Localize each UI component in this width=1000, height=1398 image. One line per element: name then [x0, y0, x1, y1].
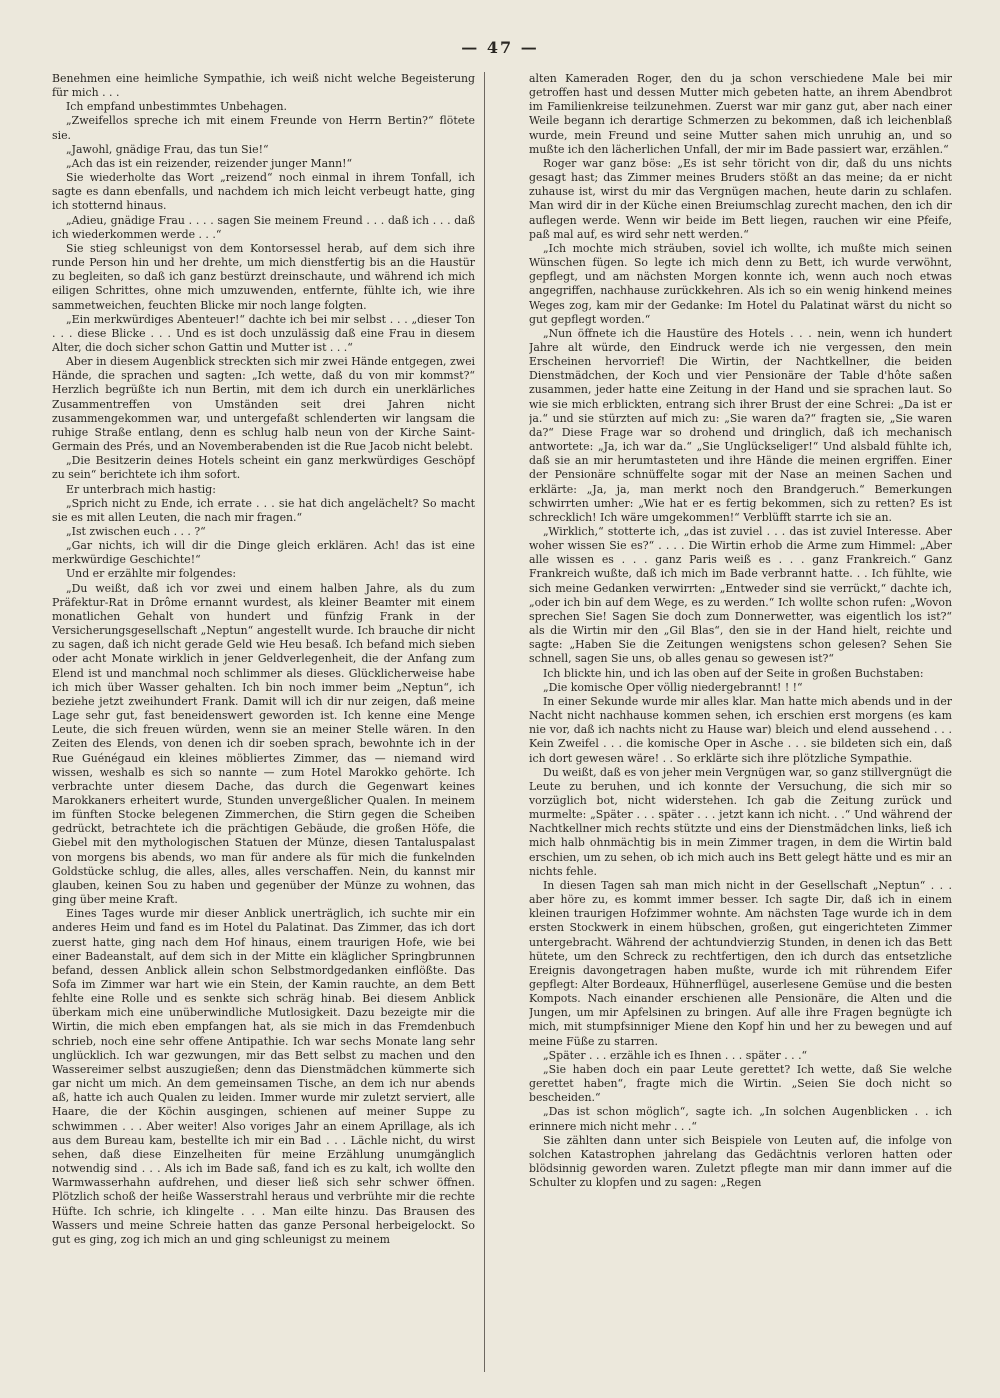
paragraph: „Sprich nicht zu Ende, ich errate . . . sie hat dich angelächelt? So macht sie es mit allen Leuten, die nach mir fragen.“: [52, 496, 475, 524]
paragraph: Roger war ganz böse: „Es ist sehr töricht von dir, daß du uns nichts gesagt hast; das Zimmer meines Bruders stößt an das meine; da er nicht zuhause ist, wirst du mir das Vergnügen machen, heute darin zu schlafen. Man wird dir in der Küche einen Breiumschlag zurecht machen, den ich dir auflegen werde. Wenn wir beide im Bett liegen, rauchen wir eine Pfeife, paß mal auf, es wird sehr nett werden.“: [529, 156, 952, 241]
paragraph: „Das ist schon möglich“, sagte ich. „In solchen Augenblicken . . ich erinnere mich nicht mehr . . .“: [529, 1105, 952, 1133]
text-columns: [52, 72, 952, 1372]
paragraph: „Die komische Oper völlig niedergebrannt! ! !“: [543, 680, 803, 694]
paragraph: Ich empfand unbestimmtes Unbehagen.: [66, 100, 288, 114]
paragraph: Sie wiederholte das Wort „reizend“ noch einmal in ihrem Tonfall, ich sagte es dann ebenfalls, und nachdem ich mich leicht verbeugt hatte, ging ich stotternd hinaus.: [52, 171, 475, 213]
paragraph: Er unterbrach mich hastig:: [66, 482, 216, 496]
paragraph: „Ach das ist ein reizender, reizender junger Mann!“: [66, 156, 353, 170]
paragraph: In diesen Tagen sah man mich nicht in der Gesellschaft „Neptun“ . . . aber höre zu, es kommt immer besser. Ich sagte Dir, daß ich in einem kleinen traurigen Hofzimmer wohnte. Am nächsten Tage wurde ich in dem ersten Stockwerk in einem hübschen, großen, gut eingerichteten Zimmer untergebracht. Während der achtundvierzig Stunden, in denen ich das Bett hütete, um den Schreck zu rechtfertigen, den ich durch das entsetzliche Ereignis davongetragen haben mußte, wurde ich mit rührendem Eifer gepflegt: Alter Bordeaux, Hühnerflügel, auserlesene Gemüse und die besten Kompots. Nach einander erschienen alle Pensionäre, die Alten und die Jungen, um mir Apfelsinen zu bringen. Auf alle ihre Fragen begnügte ich mich, mit stumpfsinniger Miene den Kopf hin und her zu bewegen und auf meine Füße zu starren.: [529, 878, 952, 1048]
paragraph: „Wirklich,“ stotterte ich, „das ist zuviel . . . das ist zuviel Interesse. Aber woher wissen Sie es?“ . . . . Die Wirtin erhob die Arme zum Himmel: „Aber alle wissen es . . . ganz Paris weiß es . . . ganz Frankreich.“ Ganz Frankreich wußte, daß ich mich im Bade verbrannt hatte. . . Ich fühlte, wie sich meine Gedanken verwirrten: „Entweder sind sie verrückt,“ dachte ich, „oder ich bin auf dem Wege, es zu werden.“ Ich wollte schon rufen: „Wovon sprechen Sie! Sagen Sie doch zum Donnerwetter, was eigentlich los ist?“ als die Wirtin mir den „Gil Blas“, den sie in der Hand hielt, reichte und sagte: „Haben Sie die Zeitungen wenigstens schon gelesen? Sehen Sie schnell, sagen Sie uns, ob alles genau so gewesen ist?“: [529, 525, 952, 666]
paragraph: Du weißt, daß es von jeher mein Vergnügen war, so ganz stillvergnügt die Leute zu beruhen, und ich konnte der Versuchung, die sich mir so vorzüglich bot, nicht widerstehen. Ich gab die Zeitung zurück und murmelte: „Später . . . später . . . jetzt kann ich nicht. . .“ Und während der Nachtkellner mich rechts stützte und eins der Dienstmädchen links, ließ ich mich halb ohnmächtig bis in mein Zimmer tragen, in dem die Wirtin bald erschien, um zu sehen, ob ich mich auch ins Bett gelegt hätte und es mir an nichts fehle.: [529, 765, 952, 878]
paragraph: Benehmen eine heimliche Sympathie, ich weiß nicht welche Begeisterung für mich . . .: [52, 72, 475, 100]
paragraph: „Gar nichts, ich will dir die Dinge gleich erklären. Ach! das ist eine merkwürdige Geschichte!“: [52, 539, 475, 567]
paragraph: Aber in diesem Augenblick streckten sich mir zwei Hände entgegen, zwei Hände, die sprachen und sagten: „Ich wette, daß du von mir kommst?“ Herzlich begrüßte ich nun Bertin, mit dem ich durch ein unerklärliches Zusammentreffen von Umständen seit drei Jahren nicht zusammengekommen war, und untergefaßt schlenderten wir langsam die ruhige Straße entlang, denn es schlug halb neun von der Kirche Saint-Germain des Prés, und an Novemberabenden ist die Rue Jacob nicht belebt.: [52, 355, 475, 454]
paragraph: Eines Tages wurde mir dieser Anblick unerträglich, ich suchte mir ein anderes Heim und fand es im Hotel du Palatinat. Das Zimmer, das ich dort zuerst hatte, ging nach dem Hof hinaus, einem traurigen Hofe, wie bei einer Badeanstalt, auf dem sich in der Mitte ein kläglicher Springbrunnen befand, dessen Anblick allein schon Selbstmordgedanken einflößte. Das Sofa im Zimmer war hart wie ein Stein, der Kamin rauchte, an dem Bett fehlte eine Rolle und es senkte sich schräg hinab. Bei diesem Anblick überkam mich eine unüberwindliche Mutlosigkeit. Dazu bezeigte mir die Wirtin, die mich eben empfangen hat, als sie mich in das Fremdenbuch schrieb, noch eine sehr offene Antipathie. Ich war sechs Monate lang sehr unglücklich. Ich war gezwungen, mir das Bett selbst zu machen und den Wassereimer selbst auszugießen; denn das Dienstmädchen kümmerte sich gar nicht um mich. An dem gemeinsamen Tische, an dem ich nur abends aß, hatte ich auch Qualen zu leiden. Immer wurde mir zuletzt serviert, alle Haare, die der Köchin ausgingen, schienen auf meiner Suppe zu schwimmen . . . Aber weiter! Also voriges Jahr an einem Aprillage, als ich aus dem Bureau kam, bestellte ich mir ein Bad . . . Lächle nicht, du wirst sehen, daß diese Einzelheiten für meine Erzählung unumgänglich notwendig sind . . . Als ich im Bade saß, fand ich es zu kalt, ich wollte den Warmwasserhahn aufdrehen, und dieser ließ sich sehr schwer öffnen. Plötzlich schoß der heiße Wasserstrahl heraus und verbrühte mir die rechte Hüfte. Ich schrie, ich klingelte . . . Man eilte hinzu. Das Brausen des Wassers und meine Schreie hatten das ganze Personal herbeigelockt. So gut es ging, zog ich mich an und ging schleunigst zu meinem: [52, 907, 475, 1246]
paragraph: „Ist zwischen euch . . . ?“: [66, 525, 206, 538]
paragraph: alten Kameraden Roger, den du ja schon verschiedene Male bei mir getroffen hast und dessen Mutter mich gebeten hatte, an ihrem Abendbrot im Familienkreise teilzunehmen. Zuerst war mir ganz gut, aber nach einer Weile begann ich derartige Schmerzen zu bekommen, daß ich leichenblaß wurde, mein Freund und seine Mutter sahen mich unruhig an, und so mußte ich den lächerlichen Unfall, der mir im Bade passiert war, erzählen.“: [529, 72, 952, 156]
left-column: [52, 72, 475, 1372]
paragraph: „Ein merkwürdiges Abenteuer!“ dachte ich bei mir selbst . . . „dieser Ton . . . diese Blicke . . . Und es ist doch unzulässig daß eine Frau in diesem Alter, die doch sicher schon Gattin und Mutter ist . . .“: [52, 312, 475, 354]
paragraph: Sie stieg schleunigst von dem Kontorsessel herab, auf dem sich ihre runde Person hin und her drehte, um mich dienstfertig bis an die Haustür zu begleiten, so daß ich ganz bestürzt dreinschaute, und während ich mich eiligen Schrittes, ohne mich umzuwenden, entfernte, fühlte ich, wie ihre sammetweichen, feuchten Blicke mir noch lange folgten.: [52, 241, 475, 312]
paragraph: In einer Sekunde wurde mir alles klar. Man hatte mich abends und in der Nacht nicht nachhause kommen sehen, ich erschien erst morgens (es kam nie vor, daß ich nachts nicht zu Hause war) bleich und elend aussehend . . . Kein Zweifel . . . die komische Oper in Asche . . . sie bildeten sich ein, daß ich dort gewesen wäre! . . So erklärte sich ihre plötzliche Sympathie.: [529, 694, 952, 765]
paragraph: „Nun öffnete ich die Haustüre des Hotels . . . nein, wenn ich hundert Jahre alt würde, den Eindruck werde ich nie vergessen, den mein Erscheinen hervorrief! Die Wirtin, der Nachtkellner, die beiden Dienstmädchen, der Koch und vier Pensionäre der Table d'hôte saßen zusammen, jeder hatte eine Zeitung in der Hand und sie sprachen laut. So wie sie mich erblickten, entrang sich ihrer Brust der eine Schrei: „Da ist er ja.“ und sie stürzten auf mich zu: „Sie waren da?“ fragten sie, „Sie waren da?“ Diese Frage war so drohend und dringlich, daß ich mechanisch antwortete: „Ja, ich war da.“ „Sie Unglückseliger!“ Und alsbald fühlte ich, daß sie an mir herumtasteten und ihre Hände die meinen ergriffen. Einer der Pensionäre schnüffelte sogar mit der Nase an meinen Sachen und erklärte: „Ja, ja, man merkt noch den Brandgeruch.“ Bemerkungen schwirrten umher: „Wie hat er es fertig bekommen, sich zu retten? Es ist schrecklich! Ich wäre umgekommen!“ Verblüfft starrte ich sie an.: [529, 326, 952, 524]
paragraph: Ich blickte hin, und ich las oben auf der Seite in großen Buchstaben:: [543, 666, 924, 680]
right-column: [529, 72, 952, 1372]
paragraph: „Ich mochte mich sträuben, soviel ich wollte, ich mußte mich seinen Wünschen fügen. So legte ich mich denn zu Bett, ich wurde verwöhnt, gepflegt, und am nächsten Morgen konnte ich, wenn auch noch etwas angegriffen, nachhause zurückkehren. Als ich so ein wenig hinkend meines Weges zog, kam mir der Gedanke: Im Hotel du Palatinat wärst du nicht so gut gepflegt worden.“: [529, 241, 952, 326]
paragraph: „Sie haben doch ein paar Leute gerettet? Ich wette, daß Sie welche gerettet haben“, fragte mich die Wirtin. „Seien Sie doch nicht so bescheiden.“: [529, 1062, 952, 1105]
page-number: — 47 —: [461, 38, 539, 57]
paragraph: „Zweifellos spreche ich mit einem Freunde von Herrn Bertin?“ flötete sie.: [52, 114, 475, 142]
paragraph: „Adieu, gnädige Frau . . . . sagen Sie meinem Freund . . . daß ich . . . daß ich wiederkommen werde . . .“: [52, 213, 475, 241]
paragraph: „Du weißt, daß ich vor zwei und einem halben Jahre, als du zum Präfektur-Rat in Drôme ernannt wurdest, als kleiner Beamter mit einem monatlichen Gehalt von hundert und fünfzig Frank in der Versicherungsgesellschaft „Neptun“ angestellt wurde. Ich brauche dir nicht zu sagen, daß ich nicht gerade Geld wie Heu besaß. Ich befand mich sieben oder acht Monate wirklich in jener Geldverlegenheit, die der Anfang zum Elend ist und manchmal noch schlimmer als dieses. Glücklicherweise habe ich mich über Wasser gehalten. Ich bin noch immer beim „Neptun“, ich beziehe jetzt zweihundert Frank. Damit will ich dir nur zeigen, daß meine Lage sehr gut, fast beneidenswert geworden ist. Ich kenne eine Menge Leute, die sich freuen würden, wenn sie an meiner Stelle wären. In den Zeiten des Elends, von denen ich dir soeben sprach, bewohnte ich in der Rue Guénégaud ein kleines möbliertes Zimmer, das — niemand wird wissen, weshalb es sich so nannte — zum Hotel Marokko gehörte. Ich verbrachte unter diesem Dache, das durch die Gegenwart keines Marokkaners erheitert wurde, Stunden unvergeßlicher Qualen. In meinem im fünften Stocke belegenen Zimmerchen, die Stirn gegen die Scheiben gedrückt, betrachtete ich die prächtigen Gebäude, die großen Höfe, die Giebel mit den mythologischen Statuen der Münze, diesen Tantaluspalast von morgens bis abends, wo man für andere als für mich die funkelnden Goldstücke schlug, die alles, alles, alles verschaffen. Nein, du kannst mir glauben, keinen Sou zu haben und gegenüber der Münze zu wohnen, das ging über meine Kraft.: [52, 581, 475, 907]
paragraph: „Später . . . erzähle ich es Ihnen . . . später . . .“: [543, 1048, 808, 1062]
paragraph: Und er erzählte mir folgendes:: [66, 567, 237, 581]
paragraph: „Die Besitzerin deines Hotels scheint ein ganz merkwürdiges Geschöpf zu sein“ berichtete ich ihm sofort.: [52, 454, 475, 482]
paragraph: „Jawohl, gnädige Frau, das tun Sie!“: [66, 142, 269, 156]
paragraph: Sie zählten dann unter sich Beispiele von Leuten auf, die infolge von solchen Katastrophen jahrelang das Gedächtnis verloren hatten oder blödsinnig geworden waren. Zuletzt pflegte man mir dann immer auf die Schulter zu klopfen und zu sagen: „Regen: [529, 1133, 952, 1190]
